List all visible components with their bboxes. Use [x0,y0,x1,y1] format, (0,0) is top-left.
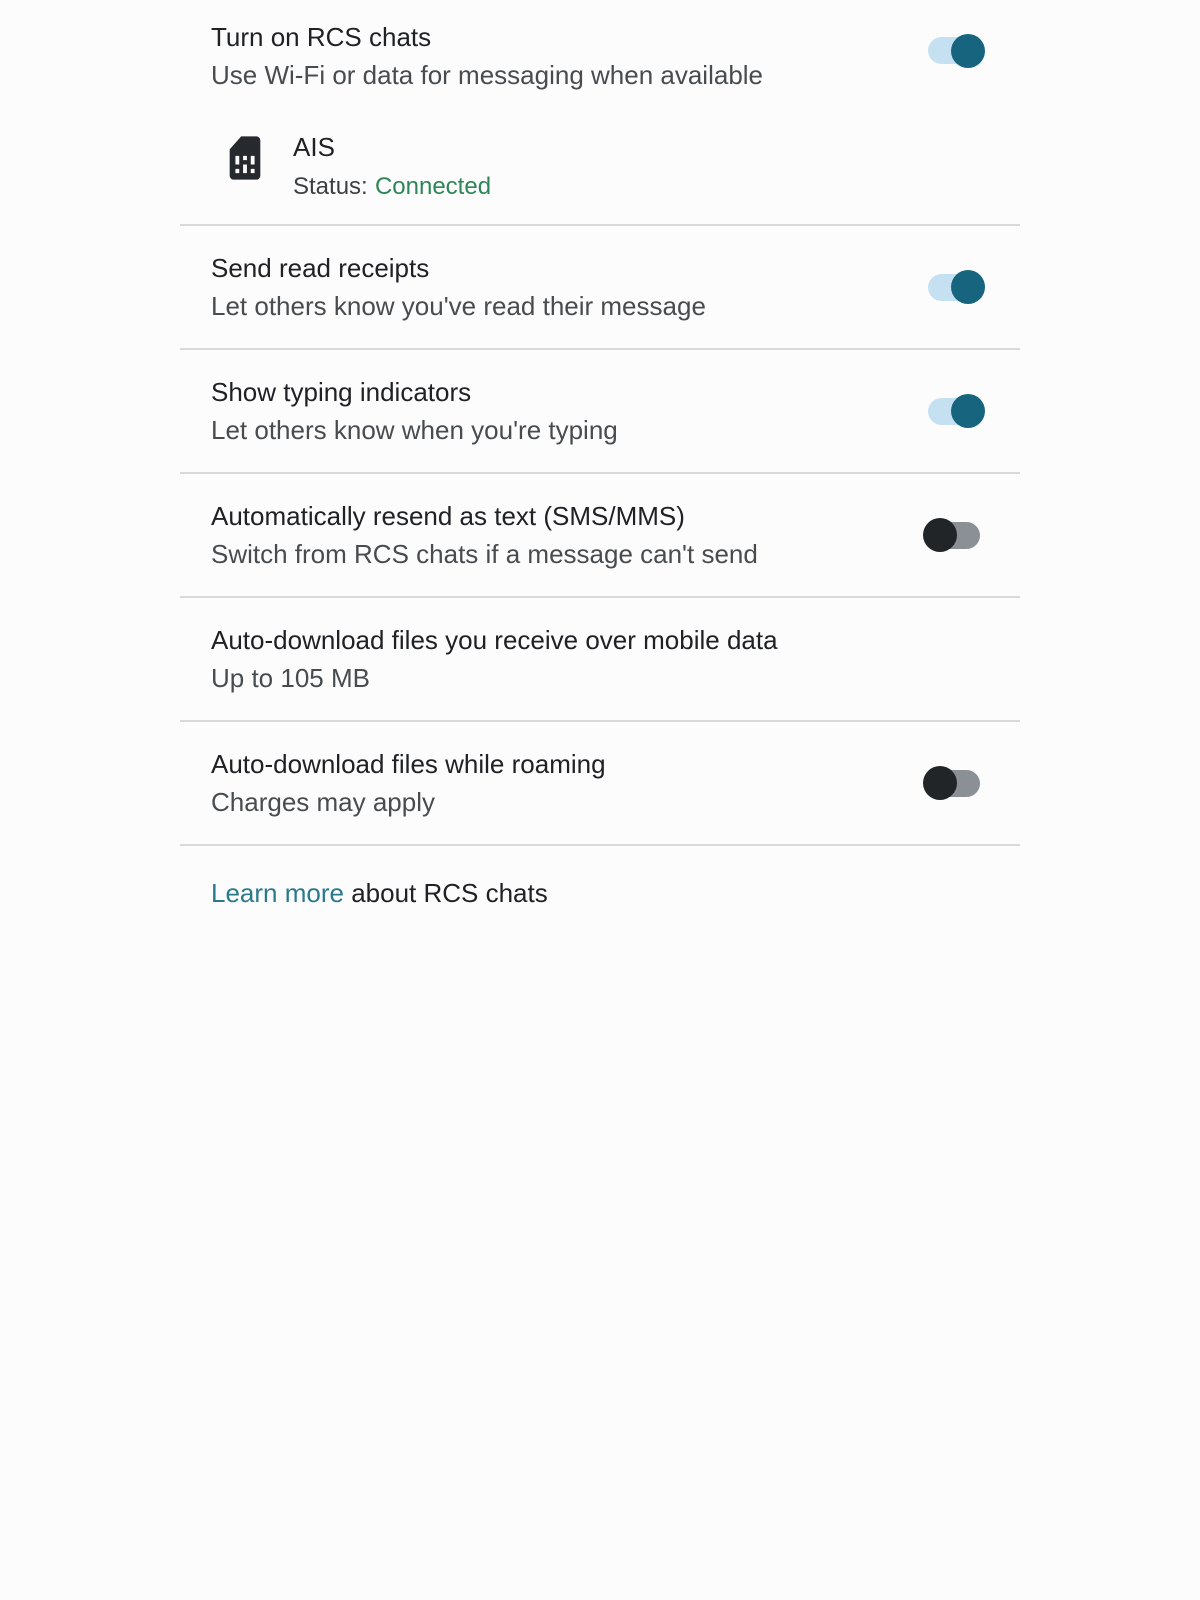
setting-row-typing-indicators[interactable] [180,348,1020,472]
turn-on-rcs-toggle[interactable] [928,37,980,64]
toggle-knob [951,34,985,68]
setting-text-block [211,745,606,821]
setting-title: Turn on RCS chats [211,22,432,52]
sim-status-row[interactable] [180,94,1020,224]
sim-carrier-name: AIS [293,132,335,162]
setting-text-block [211,18,763,94]
typing-indicators-toggle[interactable] [928,398,980,425]
sim-status-value: Connected [374,173,492,200]
setting-title: Show typing indicators [211,377,472,407]
setting-row-autodownload-mobile-data[interactable] [180,596,1020,720]
setting-subtitle: Charges may apply [211,787,435,817]
sim-status-label: Status: [293,173,368,200]
toggle-knob [951,270,985,304]
setting-row-resend-as-text[interactable] [180,472,1020,596]
setting-title: Automatically resend as text (SMS/MMS) [211,501,685,531]
toggle-knob [951,394,985,428]
setting-text-block [211,249,706,325]
setting-row-autodownload-roaming[interactable] [180,720,1020,844]
learn-more-row [180,844,1020,952]
setting-subtitle: Up to 105 MB [211,663,370,693]
setting-subtitle: Let others know you've read their message [211,291,706,321]
setting-subtitle: Switch from RCS chats if a message can't send [211,539,758,569]
learn-more-suffix: about RCS chats [343,878,548,908]
sim-card-icon [222,132,268,189]
settings-list [180,0,1020,952]
learn-more-link[interactable]: Learn more [211,878,344,908]
autodownload-roaming-toggle[interactable] [928,770,980,797]
setting-title: Send read receipts [211,253,430,283]
setting-text-block [211,621,778,697]
sim-status-line [293,166,491,206]
toggle-knob [923,518,957,552]
sim-text-block [293,128,491,206]
resend-as-text-toggle[interactable] [928,522,980,549]
read-receipts-toggle[interactable] [928,274,980,301]
setting-title: Auto-download files while roaming [211,749,606,779]
toggle-knob [923,766,957,800]
setting-title: Auto-download files you receive over mobile data [211,625,778,655]
setting-text-block [211,373,618,449]
setting-row-read-receipts[interactable] [180,224,1020,348]
setting-row-turn-on-rcs[interactable] [180,0,1020,94]
setting-text-block [211,497,758,573]
setting-subtitle: Use Wi-Fi or data for messaging when available [211,60,764,90]
setting-subtitle: Let others know when you're typing [211,415,618,445]
